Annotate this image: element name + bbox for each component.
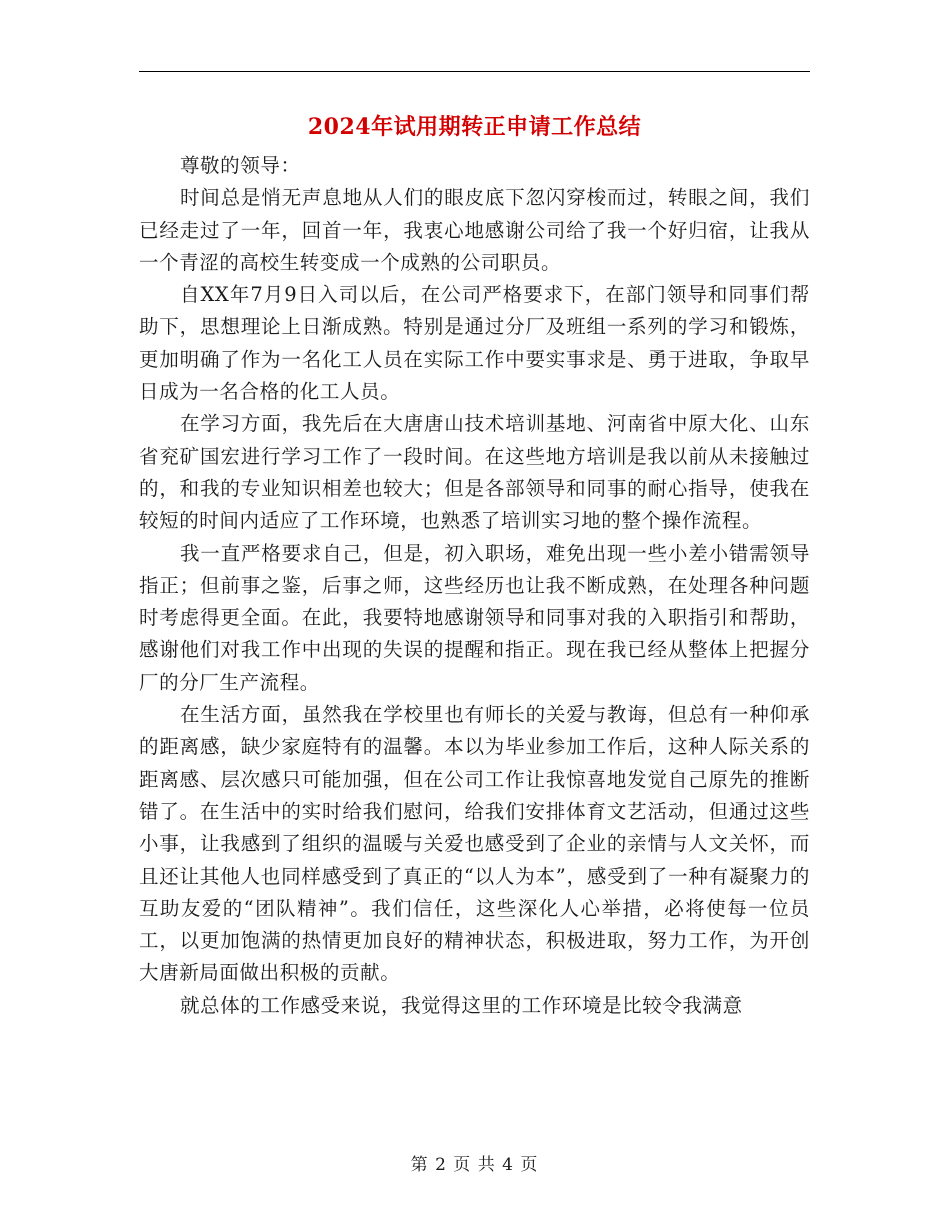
paragraph: 时间总是悄无声息地从人们的眼皮底下忽闪穿梭而过，转眼之间，我们已经走过了一年，回首一年，我衷心地感谢公司给了我一个好归宿，让我从一个青涩的高校生转变成一个成熟的公司职员。 [139,186,810,274]
paragraph: 我一直严格要求自己，但是，初入职场，难免出现一些小差小错需领导指正；但前事之鉴，后事之师，这些经历也让我不断成熟，在处理各种问题时考虑得更全面。在此，我要特地感谢领导和同事对我的入职指引和帮助，感谢他们对我工作中出现的失误的提醒和指正。现在我已经从整体上把握分厂的分厂生产流程。 [139,541,810,694]
salutation: 尊敬的领导： [179,154,301,177]
paragraph: 在生活方面，虽然我在学校里也有师长的关爱与教诲，但总有一种仰承的距离感，缺少家庭特有的温馨。本以为毕业参加工作后，这种人际关系的距离感、层次感只可能加强，但在公司工作让我惊喜地发觉自己原先的推断错了。在生活中的实时给我们慰问，给我们安排体育文艺活动，但通过这些小事，让我感到了组织的温暖与关爱也感受到了企业的亲情与人文关怀，而且还让其他人也同样感受到了真正的“以人为本”，感受到了一种有凝聚力的互助友爱的“团队精神”。我们信任，这些深化人心举措，必将使每一位员工，以更加饱满的热情更加良好的精神状态，积极进取，努力工作，为开创大唐新局面做出积极的贡献。 [139,703,810,985]
header-rule [139,71,810,72]
document-body [139,150,810,1022]
paragraph: 就总体的工作感受来说，我觉得这里的工作环境是比较令我满意 [179,993,743,1017]
page-number-footer: 第 2 页 共 4 页 [410,1155,539,1175]
paragraph: 自XX年7月9日入司以后，在公司严格要求下，在部门领导和同事们帮助下，思想理论上日渐成熟。特别是通过分厂及班组一系列的学习和锻炼，更加明确了作为一名化工人员在实际工作中要实事求是、勇于进取，争取早日成为一名合格的化工人员。 [139,283,810,404]
paragraph: 在学习方面，我先后在大唐唐山技术培训基地、河南省中原大化、山东省兖矿国宏进行学习工作了一段时间。在这些地方培训是我以前从未接触过的，和我的专业知识相差也较大；但是各部领导和同事的耐心指导，使我在较短的时间内适应了工作环境，也熟悉了培训实习地的整个操作流程。 [139,412,810,533]
document-title: 2024年试用期转正申请工作总结 [307,114,642,140]
